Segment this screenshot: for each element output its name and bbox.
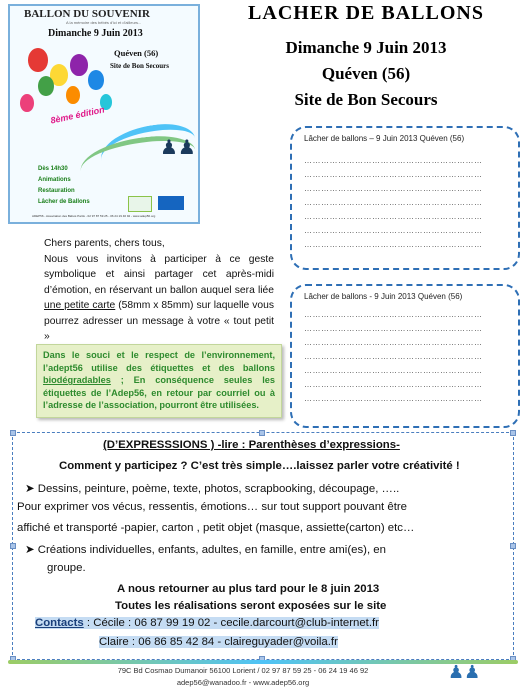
tag-line: ……………………………………………………… xyxy=(304,226,483,235)
tag-line: ……………………………………………………… xyxy=(304,184,483,193)
balloon-graphic xyxy=(66,86,80,104)
greeting: Chers parents, chers tous, xyxy=(44,238,165,249)
poster-title: BALLON DU SOUVENIR xyxy=(24,8,150,20)
exhibition-text: Toutes les réalisations seront exposées sur le site xyxy=(115,600,387,612)
deadline-text: A nous retourner au plus tard pour le 8 juin 2013 xyxy=(117,583,380,595)
bullet-arrow-icon: ➤ xyxy=(25,483,38,495)
poster-subtitle: A la mémoire des bébés d'ici et d'ailleurs... xyxy=(66,20,142,25)
tag-line: ……………………………………………………… xyxy=(304,198,483,207)
tag-line: ……………………………………………………… xyxy=(304,240,483,249)
bullet-arrow-icon: ➤ xyxy=(25,544,38,556)
bullet-item: ➤ Dessins, peinture, poème, texte, photos, scrapbooking, découpage, ….. xyxy=(25,483,400,495)
contacts-label: Contacts xyxy=(35,617,84,629)
poster-info-line: Lâcher de Ballons xyxy=(38,199,90,205)
poster-city: Quéven (56) xyxy=(114,48,159,58)
event-city: Quéven (56) xyxy=(321,64,411,83)
balloon-graphic xyxy=(20,94,34,112)
tag-title: Lâcher de ballons - 9 Juin 2013 Quéven (56) xyxy=(304,292,463,301)
intro-paragraph: Nous vous invitons à participer à ce geste symbolique et ainsi partager cet après-midi d’émotion, en réservant un ballon auquel sera liée une petite carte (58mm x 85mm) sur laquelle vous pourrez adresser un message à votre « tout petit » xyxy=(44,253,274,342)
expressions-paragraph: Pour exprimer vos vécus, ressentis, émotions… sur tout support pouvant être xyxy=(17,501,407,513)
resize-handle xyxy=(10,543,16,549)
tag-line: ……………………………………………………… xyxy=(304,310,483,319)
tag-title: Lâcher de ballons – 9 Juin 2013 Quéven (56) xyxy=(304,134,465,143)
tag-line: ……………………………………………………… xyxy=(304,212,483,221)
balloon-graphic xyxy=(88,70,104,90)
tag-line: ……………………………………………………… xyxy=(304,352,483,361)
page-footer xyxy=(8,660,518,694)
poster-info-line: Animations xyxy=(38,177,71,183)
resize-handle xyxy=(510,543,516,549)
balloon-graphic xyxy=(38,76,54,96)
page-title: LACHER DE BALLONS xyxy=(248,2,484,24)
balloon-graphic xyxy=(70,54,88,76)
tag-line: ……………………………………………………… xyxy=(304,394,483,403)
event-site: Site de Bon Secours xyxy=(294,90,438,109)
contact-line: Contacts : Cécile : 06 87 99 19 02 - cecile.darcourt@club-internet.fr xyxy=(35,617,379,629)
poster-info-line: Dès 14h30 xyxy=(38,166,68,172)
tag-line: ……………………………………………………… xyxy=(304,366,483,375)
expressions-frame xyxy=(12,432,514,660)
expressions-subheading: Comment y participez ? C’est très simple….laissez parler votre créativité ! xyxy=(59,460,460,472)
expressions-paragraph: affiché et transporté -papier, carton , petit objet (masque, assiette(carton) etc… xyxy=(17,522,415,534)
expressions-heading: (D’EXPRESSSIONS ) -lire : Parenthèses d’expressions- xyxy=(103,439,400,451)
event-poster-image xyxy=(8,4,200,224)
footer-web: adep56@wanadoo.fr - www.adep56.org xyxy=(176,678,310,687)
poster-site: Site de Bon Secours xyxy=(110,62,169,70)
balloon-graphic xyxy=(28,48,48,72)
bullet-item: ➤ Créations individuelles, enfants, adultes, en famille, entre ami(es), en xyxy=(25,544,386,556)
tag-line: ……………………………………………………… xyxy=(304,380,483,389)
small-card-link: une petite carte xyxy=(44,300,116,311)
partner-logo xyxy=(158,196,184,210)
eco-note-text: Dans le souci et le respect de l’environnement, l’adept56 utilise des étiquettes et des ballons biodégradables ; En conséquence seules les étiquettes de l’Adep56, en retour par courriel ou à l’adresse de l’association, pourront être utilisées. xyxy=(43,350,275,411)
resize-handle xyxy=(510,430,516,436)
bullet-item-continued: groupe. xyxy=(47,562,86,574)
event-date: Dimanche 9 Juin 2013 xyxy=(285,38,447,57)
footer-wave-graphic xyxy=(8,660,518,664)
poster-footer: ADEP56 - Association des Bébés Partis - 02 97 87 59 25 - 06 24 19 46 92 - www.adep56.org xyxy=(32,214,156,218)
poster-edition: 8ème édition xyxy=(49,104,106,126)
tag-line: ……………………………………………………… xyxy=(304,156,483,165)
resize-handle xyxy=(10,430,16,436)
poster-info-line: Restauration xyxy=(38,188,75,194)
tag-line: ……………………………………………………… xyxy=(304,170,483,179)
tag-line: ……………………………………………………… xyxy=(304,324,483,333)
family-silhouette-icon: ♟♟ xyxy=(448,662,481,682)
balloon-tag-card xyxy=(290,126,520,270)
intro-text xyxy=(44,236,274,345)
poster-info xyxy=(38,164,90,208)
poster-date: Dimanche 9 Juin 2013 xyxy=(48,28,143,39)
eco-note-box xyxy=(36,344,282,418)
resize-handle xyxy=(259,430,265,436)
family-silhouette-icon: ♟♟ xyxy=(160,137,196,159)
tag-line: ……………………………………………………… xyxy=(304,338,483,347)
contact-line: Claire : 06 86 85 42 84 - claireguyader@voila.fr xyxy=(99,636,338,648)
balloon-tag-card xyxy=(290,284,520,428)
footer-address: 79C Bd Cosmao Dumanoir 56100 Lorient / 02 97 87 59 25 - 06 24 19 46 92 xyxy=(117,666,369,675)
partner-logo xyxy=(128,196,152,212)
